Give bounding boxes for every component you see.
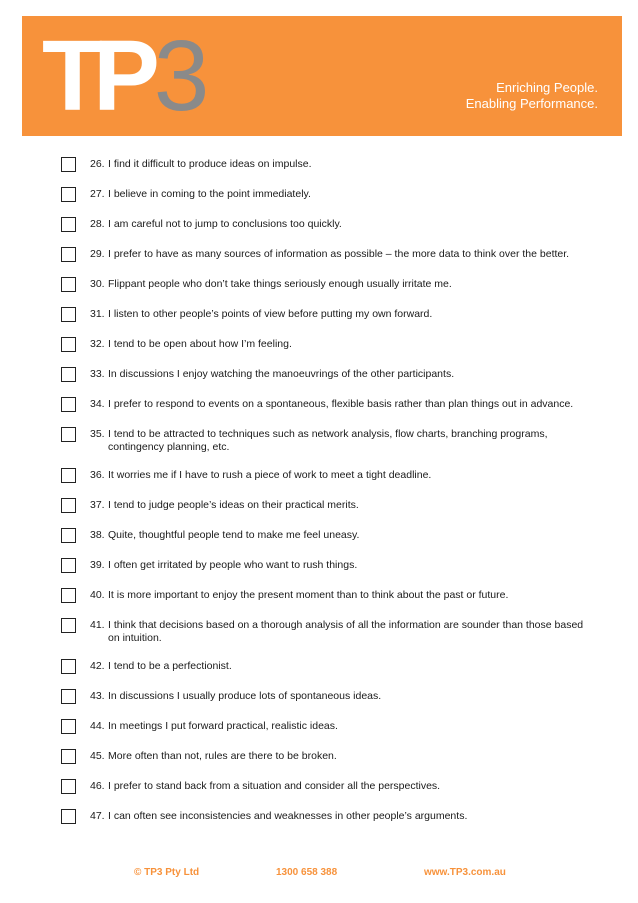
item-statement: Quite, thoughtful people tend to make me feel uneasy. <box>108 529 360 541</box>
item-number: 43. <box>90 690 105 702</box>
item-number: 26. <box>90 158 105 170</box>
item-number: 27. <box>90 188 105 200</box>
answer-checkbox[interactable] <box>61 809 76 824</box>
item-number: 44. <box>90 720 105 732</box>
item-statement: It is more important to enjoy the present moment than to think about the past or future. <box>108 589 509 601</box>
item-statement: It worries me if I have to rush a piece of work to meet a tight deadline. <box>108 469 432 481</box>
item-number: 37. <box>90 499 105 511</box>
item-number: 32. <box>90 338 105 350</box>
answer-checkbox[interactable] <box>61 588 76 603</box>
answer-checkbox[interactable] <box>61 498 76 513</box>
answer-checkbox[interactable] <box>61 277 76 292</box>
item-statement: More often than not, rules are there to be broken. <box>108 750 337 762</box>
footer-phone: 1300 658 388 <box>276 867 338 878</box>
item-statement: In meetings I put forward practical, realistic ideas. <box>108 720 338 732</box>
answer-checkbox[interactable] <box>61 749 76 764</box>
item-statement: In discussions I enjoy watching the manoeuvrings of the other participants. <box>108 368 455 380</box>
item-statement: In discussions I usually produce lots of spontaneous ideas. <box>108 690 382 702</box>
item-statement: I find it difficult to produce ideas on impulse. <box>108 158 312 170</box>
item-statement: I can often see inconsistencies and weaknesses in other people’s arguments. <box>108 810 468 822</box>
answer-checkbox[interactable] <box>61 397 76 412</box>
item-statement: I prefer to stand back from a situation and consider all the perspectives. <box>108 780 441 792</box>
tp3-logo <box>42 20 210 132</box>
answer-checkbox[interactable] <box>61 528 76 543</box>
answer-checkbox[interactable] <box>61 719 76 734</box>
answer-checkbox[interactable] <box>61 247 76 262</box>
item-number: 40. <box>90 589 105 601</box>
item-statement: I think that decisions based on a thorough analysis of all the information are sounder than those based on intuition. <box>108 619 584 644</box>
answer-checkbox[interactable] <box>61 337 76 352</box>
item-statement: I tend to be open about how I’m feeling. <box>108 338 292 350</box>
answer-checkbox[interactable] <box>61 427 76 442</box>
item-statement: I often get irritated by people who want to rush things. <box>108 559 358 571</box>
item-number: 33. <box>90 368 105 380</box>
item-number: 41. <box>90 619 105 631</box>
item-number: 29. <box>90 248 105 260</box>
item-number: 39. <box>90 559 105 571</box>
tagline-line-2: Enabling Performance. <box>465 96 598 111</box>
answer-checkbox[interactable] <box>61 618 76 633</box>
item-statement: I tend to judge people’s ideas on their practical merits. <box>108 499 359 511</box>
answer-checkbox[interactable] <box>61 307 76 322</box>
item-number: 31. <box>90 308 105 320</box>
item-number: 30. <box>90 278 105 290</box>
item-number: 28. <box>90 218 105 230</box>
answer-checkbox[interactable] <box>61 217 76 232</box>
item-statement: I prefer to have as many sources of information as possible – the more data to think over the better. <box>108 248 570 260</box>
logo-digit: 3 <box>153 20 210 132</box>
item-statement: I prefer to respond to events on a spontaneous, flexible basis rather than plan things out in advance. <box>108 398 574 410</box>
item-statement: I believe in coming to the point immediately. <box>108 188 311 200</box>
item-number: 35. <box>90 428 105 440</box>
answer-checkbox[interactable] <box>61 689 76 704</box>
item-number: 38. <box>90 529 105 541</box>
item-number: 36. <box>90 469 105 481</box>
footer-copyright: © TP3 Pty Ltd <box>134 867 200 878</box>
item-statement: I am careful not to jump to conclusions too quickly. <box>108 218 342 230</box>
item-number: 34. <box>90 398 105 410</box>
footer-website: www.TP3.com.au <box>424 867 506 878</box>
answer-checkbox[interactable] <box>61 659 76 674</box>
item-statement: I tend to be a perfectionist. <box>108 660 232 672</box>
item-statement: Flippant people who don’t take things seriously enough usually irritate me. <box>108 278 452 290</box>
item-statement: I tend to be attracted to techniques such as network analysis, flow charts, branching programs, contingency planning, etc. <box>108 428 548 453</box>
tagline <box>466 80 598 112</box>
item-number: 42. <box>90 660 105 672</box>
tagline-line-1: Enriching People. <box>496 80 598 95</box>
item-number: 47. <box>90 810 105 822</box>
answer-checkbox[interactable] <box>61 558 76 573</box>
item-number: 45. <box>90 750 105 762</box>
logo-letters: TP <box>42 20 150 132</box>
header-banner <box>22 16 622 136</box>
answer-checkbox[interactable] <box>61 187 76 202</box>
answer-checkbox[interactable] <box>61 779 76 794</box>
answer-checkbox[interactable] <box>61 468 76 483</box>
answer-checkbox[interactable] <box>61 367 76 382</box>
item-number: 46. <box>90 780 105 792</box>
item-statement: I listen to other people’s points of view before putting my own forward. <box>108 308 433 320</box>
answer-checkbox[interactable] <box>61 157 76 172</box>
